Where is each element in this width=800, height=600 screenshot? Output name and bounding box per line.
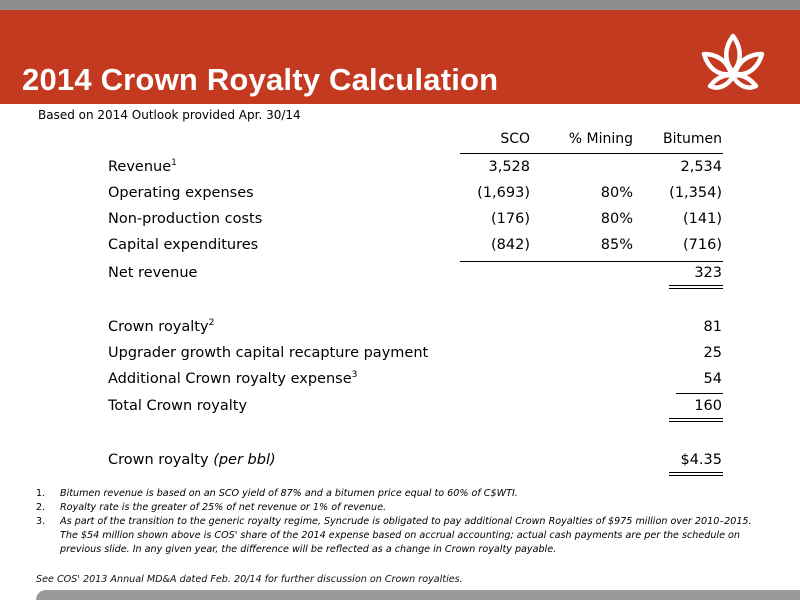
bottom-bar [36,590,800,600]
footnote [36,501,766,515]
table-cell-bitumen: (141) [683,211,722,227]
table-cell-bitumen: 81 [703,319,722,335]
table-cell-bitumen: 25 [703,345,722,361]
table-row-label: Crown royalty$^2$ [108,318,215,335]
footnote-text: Royalty rate is the greater of 25% of net revenue or 1% of revenue. [60,502,387,513]
table-cell-bitumen: 160 [694,398,722,414]
table-cell-bitumen: (716) [683,237,722,253]
table-row-label: Non-production costs [108,211,263,227]
double-underline [669,285,723,286]
table-cell-bitumen: 54 [703,371,722,387]
table-cell-bitumen: 323 [694,265,722,281]
column-header-sco: SCO [500,131,530,147]
subtotal-underline [460,261,723,262]
table-cell-sco: (176) [491,211,530,227]
double-underline [669,421,723,422]
footnote-text: Bitumen revenue is based on an SCO yield of 87% and a bitumen price equal to 60% of C$WTI. [60,488,518,499]
page-title: 2014 Crown Royalty Calculation [22,62,499,97]
footnote-number: 3. [36,516,46,527]
table-cell-sco: (1,693) [477,185,530,201]
table-row-label: Total Crown royalty [108,398,248,414]
footnote-text: As part of the transition to the generic royalty regime, Syncrude is obligated to pay additional Crown Royalties of $975 million over 2010–2015. The $54 million shown above is COS' share of the 2014 expense based on accrual accounting; actual cash payments are per the schedule on previous slide. In any given year, the difference will be reflected as a change in Crown royalty payable. [60,516,752,555]
double-underline [669,472,723,473]
footnote-number: 1. [36,488,46,499]
table-cell-sco: (842) [491,237,530,253]
table-cell-bitumen: $4.35 [680,452,722,468]
header-underline [460,153,723,154]
table-cell-mining: 85% [600,237,633,253]
footnote [36,515,766,557]
table-row-label: Revenue$^1$ [108,158,177,175]
table-cell-bitumen: (1,354) [669,185,722,201]
subtitle: Based on 2014 Outlook provided Apr. 30/14 [38,108,301,122]
footnote [36,487,766,501]
table-row-label: Operating expenses [108,185,254,201]
subtotal-underline [676,393,723,394]
table-row-label: Additional Crown royalty expense$^3$ [108,370,358,387]
table-cell-bitumen: 2,534 [680,159,722,175]
table-cell-sco: 3,528 [488,159,530,175]
table-cell-mining: 80% [600,211,633,227]
table-cell-mining: 80% [600,185,633,201]
table-row-label: Net revenue [108,265,198,281]
double-underline [669,288,723,289]
column-header-mining: % Mining [568,131,633,147]
double-underline [669,418,723,419]
see-note: See COS' 2013 Annual MD&A dated Feb. 20/14 for further discussion on Crown royalties. [36,574,463,585]
double-underline [669,475,723,476]
footnote-number: 2. [36,502,46,513]
table-row-label: Crown royalty (per bbl) [108,452,276,468]
column-header-bitumen: Bitumen [663,131,722,147]
footnotes [36,487,766,557]
table-row-label: Upgrader growth capital recapture payment [108,345,429,361]
table-row-label: Capital expenditures [108,237,259,253]
